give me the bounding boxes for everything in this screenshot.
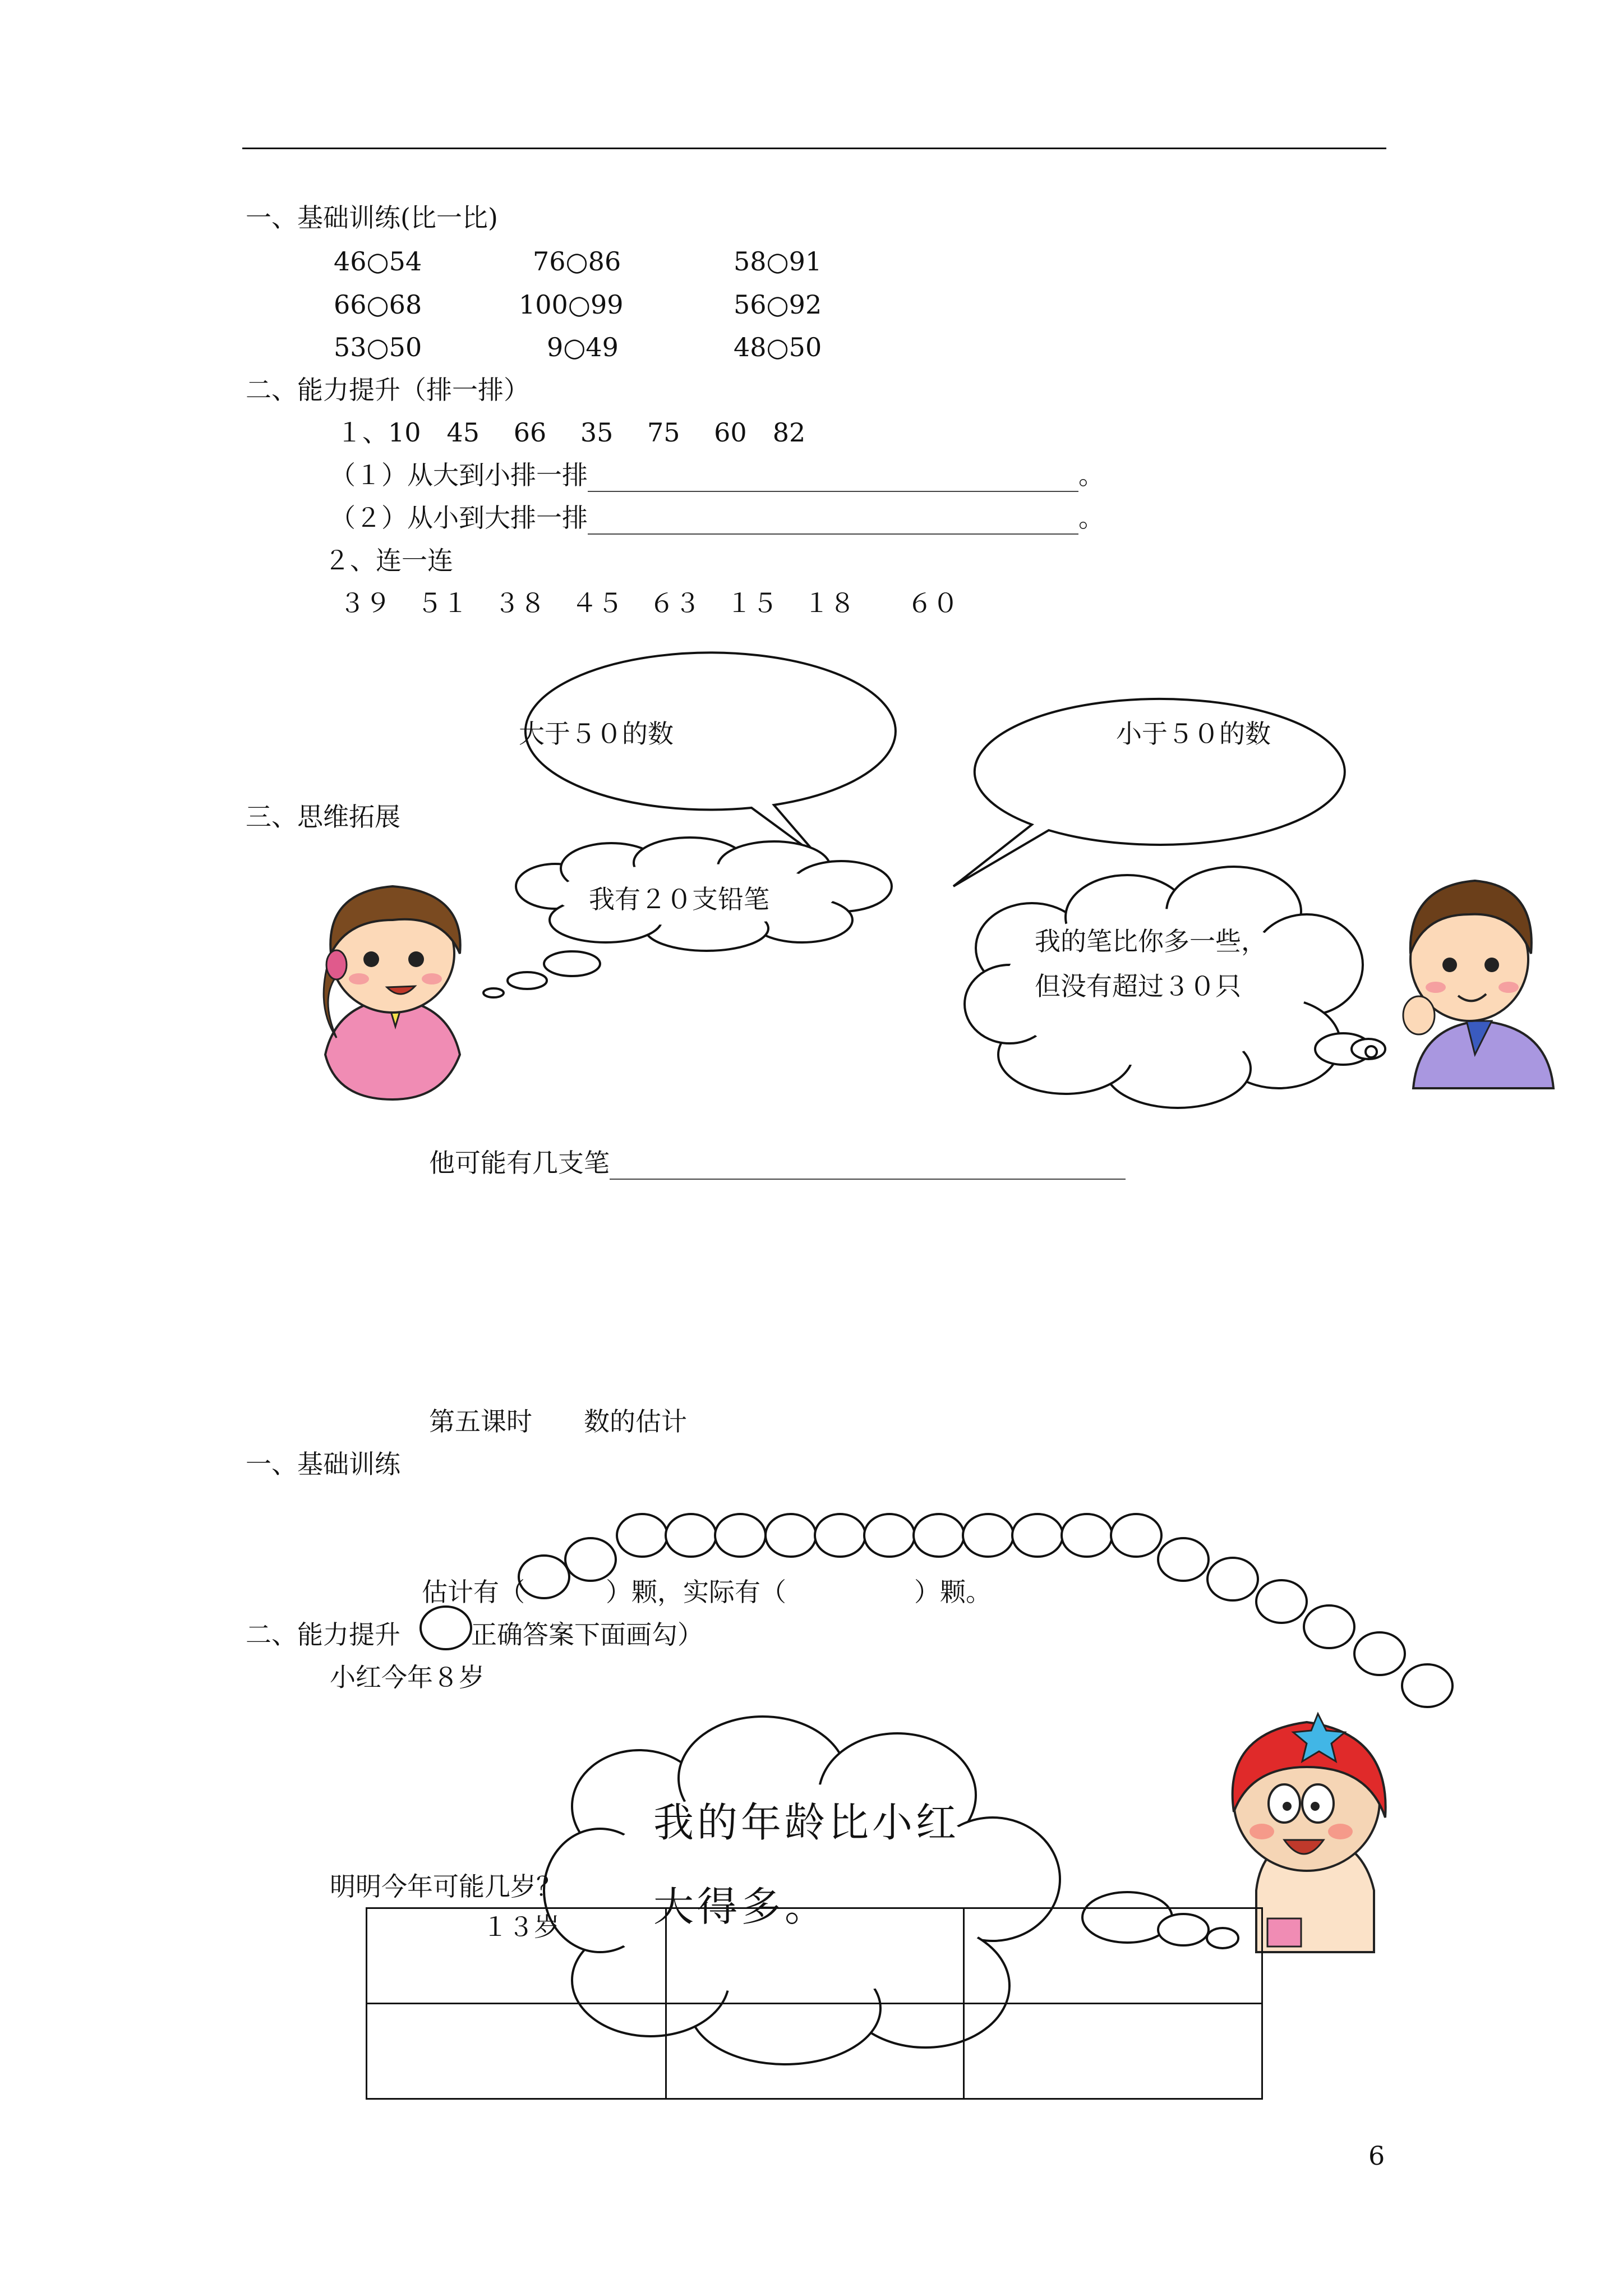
girl-illustration xyxy=(324,886,460,1099)
boy-cloud-text-2: 但没有超过３０只 xyxy=(1035,971,1241,1001)
page-number: 6 xyxy=(1368,2141,1385,2171)
comparison-r1c3: 58○91 xyxy=(734,246,822,277)
period: 。 xyxy=(1078,460,1104,490)
comparison-r1c1: 46○54 xyxy=(334,246,422,277)
sort-asc-label: （２）从小到大排一排 xyxy=(330,503,588,533)
lesson-basic-heading: 一、基础训练 xyxy=(246,1449,400,1479)
section3-question: 他可能有几支笔 xyxy=(429,1148,610,1178)
lesson-improve-heading: 二、能力提升 xyxy=(246,1619,400,1650)
period: 。 xyxy=(1078,503,1104,533)
estimate-mid: ）颗，实际有（ xyxy=(606,1577,786,1607)
comparison-r2c1: 66○68 xyxy=(334,289,422,320)
sort-numbers: １、10 45 66 35 75 60 82 xyxy=(336,417,806,448)
speech-line-1: 我的年龄比小红 xyxy=(653,1799,960,1846)
boy-illustration xyxy=(1403,881,1553,1088)
comparison-r1c2: 76○86 xyxy=(533,246,621,277)
answer-blank[interactable] xyxy=(610,1147,1126,1180)
girl-cloud-text: 我有２０支铅笔 xyxy=(589,884,769,914)
estimate-prefix: 估计有（ xyxy=(422,1577,525,1607)
section3-heading: 三、思维拓展 xyxy=(246,802,400,832)
connect-heading: ２、连一连 xyxy=(324,545,453,576)
estimate-suffix: ）颗。 xyxy=(914,1577,992,1607)
lesson-title: 第五课时 数的估计 xyxy=(429,1406,687,1437)
sort-desc-label: （１）从大到小排一排 xyxy=(330,460,588,490)
section2-heading: 二、能力提升（排一排） xyxy=(246,375,529,405)
thought-cloud-girl xyxy=(483,838,892,997)
option-1: １３岁 xyxy=(482,1912,560,1942)
mingming-question: 明明今年可能几岁？ xyxy=(330,1871,562,1902)
bubble-left-text: 大于５０的数 xyxy=(519,719,674,749)
option-cell-1[interactable] xyxy=(367,1908,666,2004)
check-cell-2[interactable] xyxy=(666,2004,964,2099)
speech-line-2: 大得多。 xyxy=(653,1883,829,1930)
speech-bubble-left xyxy=(525,652,896,857)
check-cell-1[interactable] xyxy=(367,2004,666,2099)
check-cell-3[interactable] xyxy=(964,2004,1262,2099)
thought-bead-chain xyxy=(421,1514,1453,1707)
connect-numbers: ３９ ５１ ３８ ４５ ６３ １５ １８ ６０ xyxy=(339,588,958,618)
bubble-right-text: 小于５０的数 xyxy=(1116,719,1271,749)
section3-question-line xyxy=(429,1147,1126,1180)
option-cell-2[interactable] xyxy=(666,1908,964,2004)
comparison-r2c3: 56○92 xyxy=(734,289,822,320)
section1-heading: 一、基础训练(比一比) xyxy=(246,203,498,233)
comparison-r3c2: 9○49 xyxy=(547,332,619,362)
lesson-improve-rest: 正确答案下面画勾） xyxy=(471,1619,703,1650)
comparison-r3c3: 48○50 xyxy=(734,332,822,362)
boy-cloud-text-1: 我的笔比你多一些， xyxy=(1035,926,1267,956)
comparison-r3c1: 53○50 xyxy=(334,332,422,362)
xiaohong-age: 小红今年８岁 xyxy=(330,1662,485,1692)
answer-table xyxy=(366,1907,1263,2100)
comparison-r2c2: 100○99 xyxy=(519,289,624,320)
option-cell-3[interactable] xyxy=(964,1908,1262,2004)
